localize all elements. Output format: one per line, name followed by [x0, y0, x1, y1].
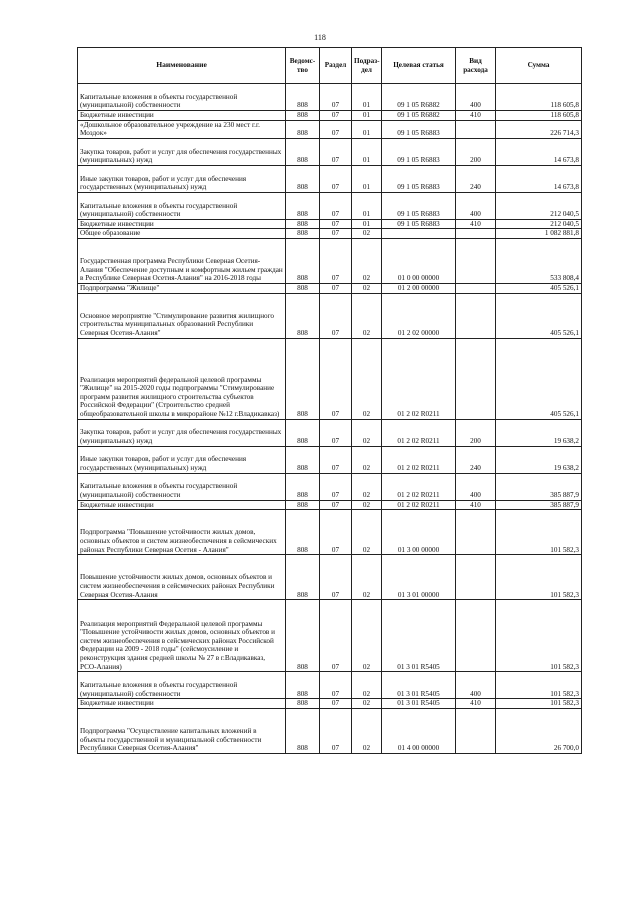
table-row	[78, 138, 582, 165]
row-razdel: 07	[320, 111, 352, 121]
table-row	[78, 473, 582, 500]
row-vedomstvo: 808	[286, 338, 320, 419]
row-razdel: 07	[320, 338, 352, 419]
row-name: Закупка товаров, работ и услуг для обеспечения государственных (муниципальных) нужд	[78, 419, 286, 446]
row-podrazdel: 02	[352, 699, 382, 709]
row-name: Капитальные вложения в объекты государственной (муниципальной) собственности	[78, 473, 286, 500]
row-vid	[456, 283, 496, 293]
row-podrazdel: 02	[352, 338, 382, 419]
row-vid: 410	[456, 500, 496, 510]
row-target: 01 3 01 00000	[382, 555, 456, 600]
row-podrazdel: 01	[352, 219, 382, 229]
row-name: Подпрограмма "Повышение устойчивости жилых домов, основных объектов и систем жизнеобеспечения в сейсмических районах Республики Северная Осетия - Алания"	[78, 510, 286, 555]
row-vedomstvo: 808	[286, 672, 320, 699]
table-header-row	[78, 48, 582, 84]
row-podrazdel: 02	[352, 229, 382, 239]
row-target: 09 1 05 R6883	[382, 219, 456, 229]
row-target: 09 1 05 R6882	[382, 84, 456, 111]
row-name: Основное мероприятие "Стимулирование развития жилищного строительства муниципальных образований Республики Северная Осетия-Алания"	[78, 293, 286, 338]
row-vid: 400	[456, 84, 496, 111]
row-vid: 200	[456, 419, 496, 446]
row-target: 01 2 02 R0211	[382, 338, 456, 419]
row-vedomstvo: 808	[286, 600, 320, 672]
row-razdel: 07	[320, 555, 352, 600]
row-razdel: 07	[320, 219, 352, 229]
row-sum: 212 040,5	[496, 192, 582, 219]
row-razdel: 07	[320, 672, 352, 699]
row-name: Бюджетные инвестиции	[78, 111, 286, 121]
row-vid: 240	[456, 165, 496, 192]
row-sum: 118 605,8	[496, 111, 582, 121]
table-row	[78, 229, 582, 239]
row-razdel: 07	[320, 699, 352, 709]
row-sum: 101 582,3	[496, 699, 582, 709]
row-vedomstvo: 808	[286, 500, 320, 510]
row-vid: 410	[456, 111, 496, 121]
row-vedomstvo: 808	[286, 510, 320, 555]
row-razdel: 07	[320, 138, 352, 165]
table-row	[78, 708, 582, 753]
row-target: 01 2 02 R0211	[382, 419, 456, 446]
row-name: Иные закупки товаров, работ и услуг для обеспечения государственных (муниципальных) нужд	[78, 446, 286, 473]
row-sum: 19 638,2	[496, 419, 582, 446]
row-target: 01 2 02 R0211	[382, 500, 456, 510]
row-target: 01 2 02 R0211	[382, 473, 456, 500]
row-razdel: 07	[320, 293, 352, 338]
row-sum: 14 673,8	[496, 165, 582, 192]
header-razdel: Раздел	[320, 48, 352, 84]
row-target: 09 1 05 R6883	[382, 192, 456, 219]
table-row	[78, 555, 582, 600]
row-razdel: 07	[320, 120, 352, 138]
row-sum: 385 887,9	[496, 500, 582, 510]
row-target: 09 1 05 R6883	[382, 138, 456, 165]
row-razdel: 07	[320, 238, 352, 283]
row-name: Общее образование	[78, 229, 286, 239]
row-vedomstvo: 808	[286, 555, 320, 600]
row-sum: 101 582,3	[496, 600, 582, 672]
row-name: Государственная программа Республики Северная Осетия-Алания "Обеспечение доступным и комфортным жильем граждан в Республике Северная Осетия-Алания" на 2016-2018 годы	[78, 238, 286, 283]
row-vid: 400	[456, 672, 496, 699]
row-vid	[456, 120, 496, 138]
table-row	[78, 219, 582, 229]
row-podrazdel: 01	[352, 192, 382, 219]
row-podrazdel: 02	[352, 293, 382, 338]
row-vid: 240	[456, 446, 496, 473]
row-vid: 400	[456, 473, 496, 500]
row-target: 01 2 00 00000	[382, 283, 456, 293]
row-sum: 1 082 881,8	[496, 229, 582, 239]
row-podrazdel: 02	[352, 500, 382, 510]
table-row	[78, 238, 582, 283]
row-vid	[456, 229, 496, 239]
row-sum: 101 582,3	[496, 510, 582, 555]
row-name: Реализация мероприятий федеральной целевой программы "Жилище" на 2015-2020 годы подпрограммы "Стимулирование программ развития жилищного строительства субъектов Российской Федерации" (Строительство средней общеобразовательной школы в микрорайоне №12 г.Владикавказ)	[78, 338, 286, 419]
row-target: 01 2 02 R0211	[382, 446, 456, 473]
table-row	[78, 672, 582, 699]
row-podrazdel: 01	[352, 111, 382, 121]
row-vedomstvo: 808	[286, 165, 320, 192]
row-podrazdel: 02	[352, 672, 382, 699]
row-razdel: 07	[320, 473, 352, 500]
table-row	[78, 84, 582, 111]
table-row	[78, 165, 582, 192]
row-vid	[456, 238, 496, 283]
row-name: Подпрограмма "Жилище"	[78, 283, 286, 293]
row-target: 09 1 05 R6882	[382, 111, 456, 121]
row-sum: 19 638,2	[496, 446, 582, 473]
row-target: 01 3 01 R5405	[382, 600, 456, 672]
row-target: 01 2 02 00000	[382, 293, 456, 338]
row-razdel: 07	[320, 510, 352, 555]
row-vid	[456, 510, 496, 555]
row-razdel: 07	[320, 419, 352, 446]
row-name: Капитальные вложения в объекты государственной (муниципальной) собственности	[78, 672, 286, 699]
table-row	[78, 192, 582, 219]
table-row	[78, 283, 582, 293]
row-vedomstvo: 808	[286, 699, 320, 709]
header-vedomstvo: Ведомс-тво	[286, 48, 320, 84]
row-sum: 226 714,3	[496, 120, 582, 138]
row-sum: 101 582,3	[496, 555, 582, 600]
header-podrazdel: Подраз-дел	[352, 48, 382, 84]
row-sum: 405 526,1	[496, 338, 582, 419]
row-razdel: 07	[320, 708, 352, 753]
row-podrazdel: 02	[352, 510, 382, 555]
row-sum: 533 808,4	[496, 238, 582, 283]
row-name: Капитальные вложения в объекты государственной (муниципальной) собственности	[78, 192, 286, 219]
row-podrazdel: 02	[352, 555, 382, 600]
table-row	[78, 419, 582, 446]
row-name: «Дошкольное образовательное учреждение на 230 мест г.г. Моздок»	[78, 120, 286, 138]
page-number: 118	[314, 33, 326, 42]
row-vid	[456, 293, 496, 338]
row-sum: 14 673,8	[496, 138, 582, 165]
row-sum: 118 605,8	[496, 84, 582, 111]
row-podrazdel: 02	[352, 708, 382, 753]
row-sum: 101 582,3	[496, 672, 582, 699]
row-razdel: 07	[320, 84, 352, 111]
row-target: 01 0 00 00000	[382, 238, 456, 283]
header-target: Целевая статья	[382, 48, 456, 84]
row-razdel: 07	[320, 446, 352, 473]
row-name: Бюджетные инвестиции	[78, 699, 286, 709]
row-vedomstvo: 808	[286, 708, 320, 753]
row-sum: 385 887,9	[496, 473, 582, 500]
row-vid	[456, 555, 496, 600]
row-razdel: 07	[320, 600, 352, 672]
row-target: 09 1 05 R6883	[382, 120, 456, 138]
table-row	[78, 446, 582, 473]
row-vid: 410	[456, 219, 496, 229]
row-vedomstvo: 808	[286, 229, 320, 239]
row-vid	[456, 708, 496, 753]
row-vedomstvo: 808	[286, 283, 320, 293]
row-name: Повышение устойчивости жилых домов, основных объектов и систем жизнеобеспечения в сейсмических районах Республики Северная Осетия-Алания	[78, 555, 286, 600]
row-podrazdel: 02	[352, 446, 382, 473]
table-row	[78, 600, 582, 672]
row-vedomstvo: 808	[286, 293, 320, 338]
table-row	[78, 500, 582, 510]
row-name: Бюджетные инвестиции	[78, 219, 286, 229]
row-podrazdel: 01	[352, 138, 382, 165]
row-razdel: 07	[320, 229, 352, 239]
row-sum: 405 526,1	[496, 283, 582, 293]
row-vid: 410	[456, 699, 496, 709]
row-vid	[456, 338, 496, 419]
row-target: 01 3 00 00000	[382, 510, 456, 555]
row-razdel: 07	[320, 500, 352, 510]
row-podrazdel: 02	[352, 600, 382, 672]
row-vid: 400	[456, 192, 496, 219]
header-name: Наименование	[78, 48, 286, 84]
row-vid: 200	[456, 138, 496, 165]
row-name: Закупка товаров, работ и услуг для обеспечения государственных (муниципальных) нужд	[78, 138, 286, 165]
row-sum: 26 700,0	[496, 708, 582, 753]
row-vedomstvo: 808	[286, 111, 320, 121]
table-row	[78, 293, 582, 338]
row-podrazdel: 01	[352, 84, 382, 111]
row-sum: 405 526,1	[496, 293, 582, 338]
row-razdel: 07	[320, 192, 352, 219]
table-row	[78, 111, 582, 121]
row-vedomstvo: 808	[286, 84, 320, 111]
row-vedomstvo: 808	[286, 192, 320, 219]
row-podrazdel: 02	[352, 283, 382, 293]
table-body	[78, 84, 582, 754]
header-sum: Сумма	[496, 48, 582, 84]
row-podrazdel: 02	[352, 419, 382, 446]
row-vid	[456, 600, 496, 672]
row-vedomstvo: 808	[286, 120, 320, 138]
table-row	[78, 510, 582, 555]
table-row	[78, 120, 582, 138]
row-vedomstvo: 808	[286, 138, 320, 165]
row-target: 01 4 00 00000	[382, 708, 456, 753]
row-vedomstvo: 808	[286, 473, 320, 500]
row-name: Реализация мероприятий Федеральной целевой программы "Повышение устойчивости жилых домов, основных объектов и систем жизнеобеспечения в сейсмических районах Российской Федерации на 2009 - 2018 годы" (сейсмоусиление и реконструкция здания средней школы № 27 в г.Владикавказ, РСО-Алания)	[78, 600, 286, 672]
row-name: Иные закупки товаров, работ и услуг для обеспечения государственных (муниципальных) нужд	[78, 165, 286, 192]
row-target	[382, 229, 456, 239]
row-podrazdel: 02	[352, 238, 382, 283]
table-row	[78, 338, 582, 419]
header-vid: Вид расхода	[456, 48, 496, 84]
row-podrazdel: 01	[352, 120, 382, 138]
row-vedomstvo: 808	[286, 446, 320, 473]
budget-table	[77, 47, 582, 754]
table-row	[78, 699, 582, 709]
row-vedomstvo: 808	[286, 419, 320, 446]
row-razdel: 07	[320, 165, 352, 192]
row-vedomstvo: 808	[286, 238, 320, 283]
row-razdel: 07	[320, 283, 352, 293]
row-vedomstvo: 808	[286, 219, 320, 229]
row-sum: 212 040,5	[496, 219, 582, 229]
row-target: 09 1 05 R6883	[382, 165, 456, 192]
row-target: 01 3 01 R5405	[382, 699, 456, 709]
row-podrazdel: 01	[352, 165, 382, 192]
row-name: Бюджетные инвестиции	[78, 500, 286, 510]
row-podrazdel: 02	[352, 473, 382, 500]
row-target: 01 3 01 R5405	[382, 672, 456, 699]
row-name: Капитальные вложения в объекты государственной (муниципальной) собственности	[78, 84, 286, 111]
row-name: Подпрограмма "Осуществление капитальных вложений в объекты государственной и муниципальной собственности Республики Северная Осетия-Алания"	[78, 708, 286, 753]
